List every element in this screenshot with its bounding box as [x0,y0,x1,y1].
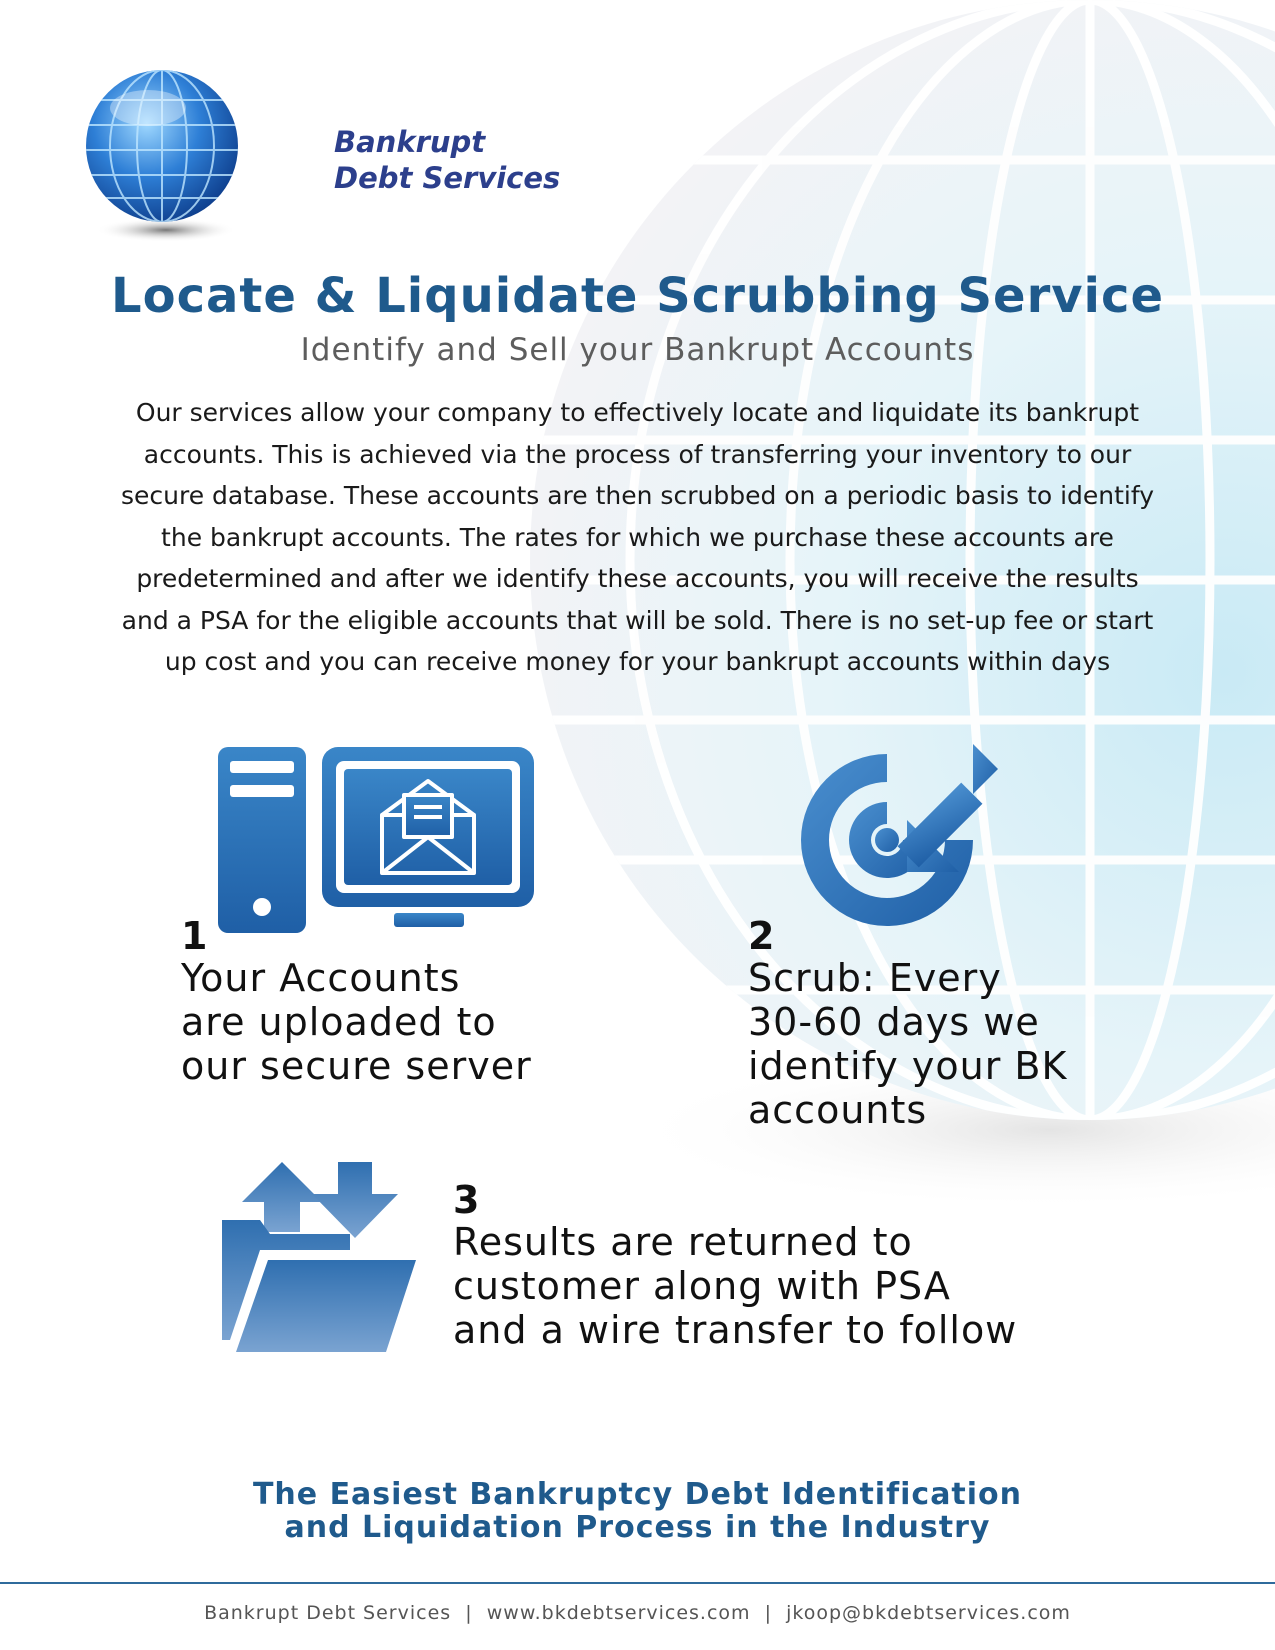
folder-transfer-icon [220,1160,420,1360]
footer-divider [0,1582,1275,1584]
step-line: and a wire transfer to follow [453,1308,1018,1352]
intro-line: Our services allow your company to effectively locate and liquidate its bankrupt [135,398,1140,427]
step-2 [748,916,1067,1132]
step-line: are uploaded to [181,1000,497,1044]
intro-line: accounts. This is achieved via the process of transferring your inventory to our [143,439,1132,469]
step-text [748,956,1067,1132]
page-subtitle: Identify and Sell your Bankrupt Accounts [300,332,975,368]
step-line: Results are returned to [453,1220,913,1264]
tagline-line-2: and Liquidation Process in the Industry [284,1510,991,1545]
intro-paragraph [55,392,1220,683]
step-line: customer along with PSA [453,1264,951,1308]
step-line: accounts [748,1088,928,1132]
step-number: 3 [453,1178,480,1222]
step-line: identify your BK [748,1044,1068,1088]
target-arrow-icon [795,742,1000,927]
step-line: 30-60 days we [748,1000,1040,1044]
step-number: 2 [748,914,775,958]
intro-line: and a PSA for the eligible accounts that will be sold. There is no set-up fee or start [121,605,1154,635]
step-number: 1 [181,914,208,958]
intro-line: predetermined and after we identify these accounts, you will receive the results [136,564,1139,593]
step-text [181,956,532,1088]
tagline-line-1: The Easiest Bankruptcy Debt Identification [252,1477,1023,1512]
computer-email-icon [218,745,536,935]
intro-line: up cost and you can receive money for your bankrupt accounts within days [164,647,1111,676]
tagline [0,1478,1275,1544]
page-title: Locate & Liquidate Scrubbing Service [111,268,1164,324]
logo-line-2: Debt Services [334,161,561,195]
step-line: Your Accounts [181,956,461,1000]
logo-line-1: Bankrupt [334,125,486,159]
step-1 [181,916,532,1088]
globe-logo-icon [82,70,252,245]
step-line: our secure server [181,1044,532,1088]
logo-wordmark [334,124,594,196]
step-text [453,1220,1017,1352]
step-3 [453,1180,1017,1352]
intro-line: secure database. These accounts are then scrubbed on a periodic basis to identify [120,481,1155,510]
footer-contact: Bankrupt Debt Services | www.bkdebtservices.com | jkoop@bkdebtservices.com [204,1602,1071,1624]
company-logo[interactable] [82,70,561,270]
step-line: Scrub: Every [748,956,1002,1000]
intro-line: the bankrupt accounts. The rates for which we purchase these accounts are [161,522,1114,552]
